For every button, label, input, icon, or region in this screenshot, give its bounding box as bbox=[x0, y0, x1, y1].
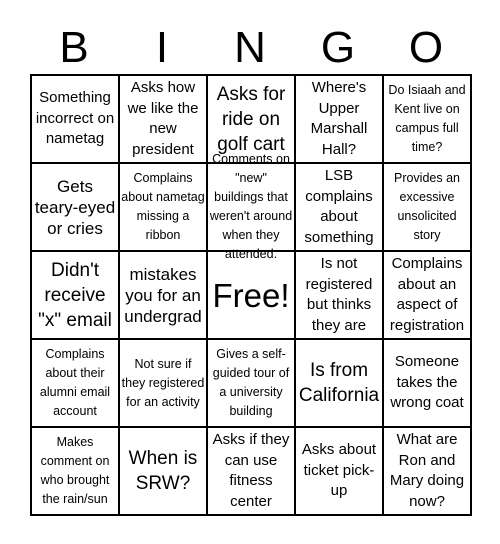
bingo-cell-r4c1[interactable] bbox=[32, 340, 120, 428]
bingo-cell-r2c4[interactable] bbox=[296, 164, 384, 252]
bingo-cell-text: Is from California bbox=[298, 360, 380, 406]
bingo-cell-r5c5[interactable] bbox=[384, 428, 472, 516]
bingo-cell-free[interactable] bbox=[208, 252, 296, 340]
bingo-cell-text: When is SRW? bbox=[128, 448, 198, 494]
bingo-cell-r2c2[interactable] bbox=[120, 164, 208, 252]
bingo-cell-text: Asks how we like the new president bbox=[127, 79, 199, 158]
bingo-cell-r3c1[interactable] bbox=[32, 252, 120, 340]
bingo-cell-r1c4[interactable] bbox=[296, 76, 384, 164]
bingo-cell-text: Is not registered but thinks they are bbox=[305, 255, 373, 334]
bingo-cell-r2c1[interactable] bbox=[32, 164, 120, 252]
header-letter-o: O bbox=[408, 23, 444, 72]
bingo-cell-r3c2[interactable] bbox=[120, 252, 208, 340]
header-letter-n: N bbox=[234, 23, 266, 72]
bingo-cell-text: Didn't receive "x" email bbox=[38, 259, 112, 331]
bingo-cell-text: Gets teary-eyed or cries bbox=[34, 176, 116, 238]
bingo-cell-r3c5[interactable] bbox=[384, 252, 472, 340]
bingo-cell-r4c3[interactable] bbox=[208, 340, 296, 428]
bingo-cell-text: Where's Upper Marshall Hall? bbox=[310, 79, 368, 158]
bingo-cell-r4c4[interactable] bbox=[296, 340, 384, 428]
header-letter-b: B bbox=[59, 23, 89, 72]
bingo-cell-r1c5[interactable] bbox=[384, 76, 472, 164]
bingo-cell-text: Someone takes the wrong coat bbox=[390, 353, 464, 412]
bingo-cell-r5c3[interactable] bbox=[208, 428, 296, 516]
header-letter-g: G bbox=[320, 23, 356, 72]
bingo-cell-text: Do Isiaah and Kent live on campus full time? bbox=[388, 83, 466, 154]
bingo-cell-text: Makes comment on who brought the rain/sun bbox=[40, 435, 110, 506]
bingo-cell-text: Complains about nametag missing a ribbon bbox=[121, 171, 205, 242]
bingo-cell-r1c2[interactable] bbox=[120, 76, 208, 164]
bingo-cell-text: Complains about an aspect of registration bbox=[389, 255, 465, 334]
bingo-cell-text: Asks for ride on golf cart bbox=[216, 83, 286, 155]
bingo-cell-r2c5[interactable] bbox=[384, 164, 472, 252]
bingo-cell-r2c3[interactable] bbox=[208, 152, 296, 261]
bingo-cell-r1c1[interactable] bbox=[32, 76, 120, 164]
bingo-cell-r4c5[interactable] bbox=[384, 340, 472, 428]
bingo-cell-text: Provides an excessive unsolicited story bbox=[393, 171, 460, 242]
bingo-cell-text: mistakes you for an undergrad bbox=[124, 264, 202, 326]
bingo-cell-r3c4[interactable] bbox=[296, 252, 384, 340]
bingo-cell-r5c2[interactable] bbox=[120, 428, 208, 516]
bingo-cell-text: Asks if they can use fitness center bbox=[212, 431, 290, 510]
bingo-cell-text: Free! bbox=[212, 276, 290, 314]
bingo-cell-text: Not sure if they registered for an activity bbox=[121, 356, 205, 409]
bingo-cell-r5c4[interactable] bbox=[296, 428, 384, 516]
bingo-cell-text: Complains about their alumni email account bbox=[39, 347, 111, 418]
bingo-cell-text: What are Ron and Mary doing now? bbox=[389, 431, 465, 510]
bingo-board bbox=[30, 74, 472, 516]
bingo-cell-text: Asks about ticket pick-up bbox=[301, 441, 377, 500]
bingo-cell-r4c2[interactable] bbox=[120, 340, 208, 428]
bingo-cell-text: Gives a self-guided tour of a university building bbox=[212, 347, 290, 418]
bingo-header bbox=[30, 22, 470, 74]
bingo-cell-text: Comments on "new" buildings that weren't around when they attended. bbox=[209, 152, 293, 261]
header-letter-i: I bbox=[155, 23, 169, 72]
bingo-cell-text: Something incorrect on nametag bbox=[35, 89, 115, 148]
bingo-cell-r5c1[interactable] bbox=[32, 428, 120, 516]
bingo-cell-text: LSB complains about something bbox=[304, 167, 374, 246]
